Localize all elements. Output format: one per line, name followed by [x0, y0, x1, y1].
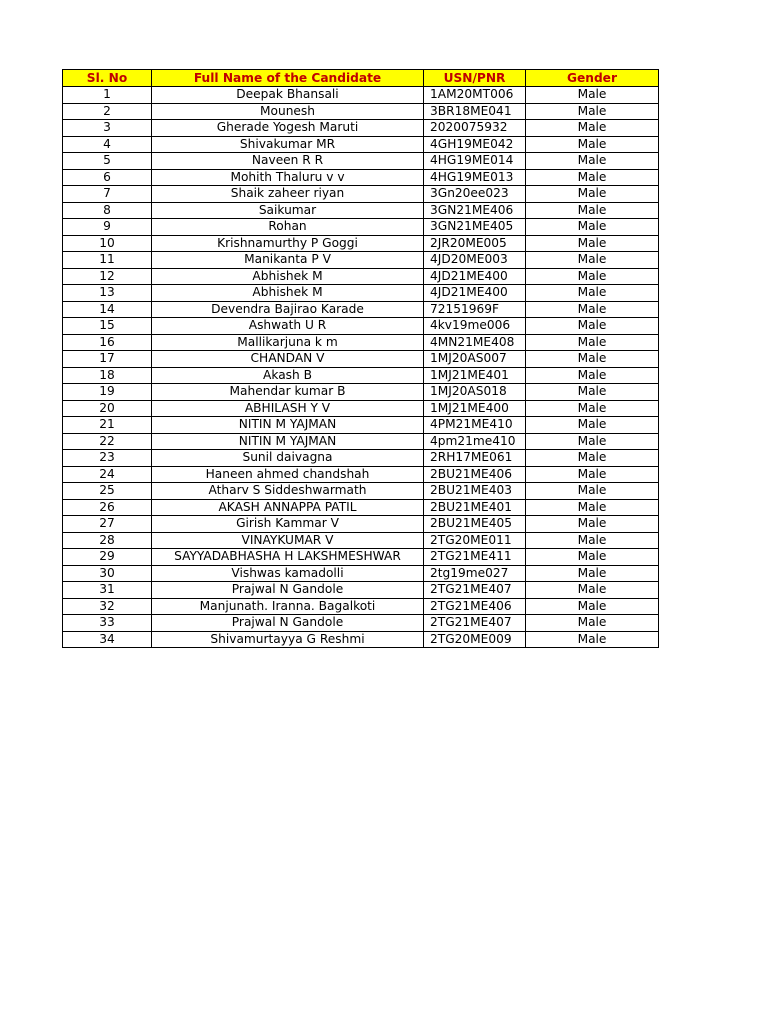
cell-sl-no: 10 — [63, 235, 152, 252]
table-row — [63, 186, 659, 203]
cell-usn-pnr: 3BR18ME041 — [424, 103, 526, 120]
cell-candidate-name: AKASH ANNAPPA PATIL — [152, 499, 424, 516]
table-row — [63, 153, 659, 170]
cell-gender: Male — [526, 499, 659, 516]
cell-usn-pnr: 2BU21ME406 — [424, 466, 526, 483]
table-row — [63, 483, 659, 500]
cell-gender: Male — [526, 450, 659, 467]
cell-sl-no: 7 — [63, 186, 152, 203]
table-row — [63, 202, 659, 219]
cell-usn-pnr: 4HG19ME013 — [424, 169, 526, 186]
cell-candidate-name: Abhishek M — [152, 285, 424, 302]
cell-usn-pnr: 4HG19ME014 — [424, 153, 526, 170]
cell-usn-pnr: 2TG20ME009 — [424, 631, 526, 648]
table-row — [63, 549, 659, 566]
cell-gender: Male — [526, 532, 659, 549]
cell-usn-pnr: 1MJ20AS007 — [424, 351, 526, 368]
table-row — [63, 285, 659, 302]
cell-sl-no: 29 — [63, 549, 152, 566]
cell-usn-pnr: 3GN21ME406 — [424, 202, 526, 219]
cell-usn-pnr: 2TG21ME406 — [424, 598, 526, 615]
cell-usn-pnr: 2RH17ME061 — [424, 450, 526, 467]
cell-candidate-name: Manikanta P V — [152, 252, 424, 269]
cell-gender: Male — [526, 202, 659, 219]
cell-usn-pnr: 2BU21ME401 — [424, 499, 526, 516]
cell-candidate-name: NITIN M YAJMAN — [152, 417, 424, 434]
cell-candidate-name: Shaik zaheer riyan — [152, 186, 424, 203]
table-row — [63, 87, 659, 104]
cell-usn-pnr: 1AM20MT006 — [424, 87, 526, 104]
cell-candidate-name: Krishnamurthy P Goggi — [152, 235, 424, 252]
table-row — [63, 136, 659, 153]
cell-sl-no: 6 — [63, 169, 152, 186]
cell-sl-no: 11 — [63, 252, 152, 269]
cell-candidate-name: Shivamurtayya G Reshmi — [152, 631, 424, 648]
cell-candidate-name: Akash B — [152, 367, 424, 384]
cell-usn-pnr: 2TG21ME407 — [424, 582, 526, 599]
cell-candidate-name: Mallikarjuna k m — [152, 334, 424, 351]
table-row — [63, 219, 659, 236]
cell-sl-no: 22 — [63, 433, 152, 450]
cell-candidate-name: Gherade Yogesh Maruti — [152, 120, 424, 137]
table-row — [63, 318, 659, 335]
cell-usn-pnr: 4JD21ME400 — [424, 268, 526, 285]
cell-gender: Male — [526, 169, 659, 186]
cell-sl-no: 20 — [63, 400, 152, 417]
table-row — [63, 516, 659, 533]
table-row — [63, 582, 659, 599]
header-full-name: Full Name of the Candidate — [152, 70, 424, 87]
cell-usn-pnr: 3GN21ME405 — [424, 219, 526, 236]
cell-candidate-name: ABHILASH Y V — [152, 400, 424, 417]
cell-candidate-name: Abhishek M — [152, 268, 424, 285]
cell-candidate-name: Ashwath U R — [152, 318, 424, 335]
cell-sl-no: 27 — [63, 516, 152, 533]
table-row — [63, 433, 659, 450]
header-usn-pnr: USN/PNR — [424, 70, 526, 87]
cell-sl-no: 13 — [63, 285, 152, 302]
cell-sl-no: 9 — [63, 219, 152, 236]
cell-usn-pnr: 2TG21ME411 — [424, 549, 526, 566]
cell-gender: Male — [526, 598, 659, 615]
table-row — [63, 301, 659, 318]
cell-usn-pnr: 3Gn20ee023 — [424, 186, 526, 203]
cell-sl-no: 28 — [63, 532, 152, 549]
cell-sl-no: 5 — [63, 153, 152, 170]
cell-gender: Male — [526, 384, 659, 401]
cell-candidate-name: Mounesh — [152, 103, 424, 120]
cell-usn-pnr: 4PM21ME410 — [424, 417, 526, 434]
header-gender: Gender — [526, 70, 659, 87]
cell-usn-pnr: 1MJ21ME401 — [424, 367, 526, 384]
cell-candidate-name: Shivakumar MR — [152, 136, 424, 153]
cell-candidate-name: Deepak Bhansali — [152, 87, 424, 104]
cell-sl-no: 16 — [63, 334, 152, 351]
candidate-table — [62, 69, 659, 648]
cell-sl-no: 33 — [63, 615, 152, 632]
table-row — [63, 334, 659, 351]
table-row — [63, 400, 659, 417]
cell-usn-pnr: 1MJ20AS018 — [424, 384, 526, 401]
cell-usn-pnr: 4pm21me410 — [424, 433, 526, 450]
cell-gender: Male — [526, 565, 659, 582]
cell-usn-pnr: 2TG21ME407 — [424, 615, 526, 632]
table-row — [63, 268, 659, 285]
cell-sl-no: 24 — [63, 466, 152, 483]
table-body — [63, 87, 659, 648]
cell-usn-pnr: 2JR20ME005 — [424, 235, 526, 252]
cell-gender: Male — [526, 285, 659, 302]
table-row — [63, 351, 659, 368]
cell-candidate-name: VINAYKUMAR V — [152, 532, 424, 549]
cell-candidate-name: Vishwas kamadolli — [152, 565, 424, 582]
cell-candidate-name: Atharv S Siddeshwarmath — [152, 483, 424, 500]
cell-gender: Male — [526, 433, 659, 450]
cell-gender: Male — [526, 268, 659, 285]
cell-candidate-name: Saikumar — [152, 202, 424, 219]
table-row — [63, 450, 659, 467]
table-row — [63, 103, 659, 120]
cell-gender: Male — [526, 186, 659, 203]
table-row — [63, 417, 659, 434]
cell-sl-no: 3 — [63, 120, 152, 137]
cell-usn-pnr: 2TG20ME011 — [424, 532, 526, 549]
cell-usn-pnr: 2BU21ME403 — [424, 483, 526, 500]
cell-sl-no: 31 — [63, 582, 152, 599]
cell-usn-pnr: 2BU21ME405 — [424, 516, 526, 533]
cell-sl-no: 1 — [63, 87, 152, 104]
table-row — [63, 615, 659, 632]
cell-usn-pnr: 4JD20ME003 — [424, 252, 526, 269]
cell-gender: Male — [526, 367, 659, 384]
cell-usn-pnr: 1MJ21ME400 — [424, 400, 526, 417]
cell-sl-no: 8 — [63, 202, 152, 219]
cell-gender: Male — [526, 615, 659, 632]
cell-gender: Male — [526, 516, 659, 533]
cell-gender: Male — [526, 483, 659, 500]
cell-gender: Male — [526, 103, 659, 120]
cell-gender: Male — [526, 631, 659, 648]
cell-gender: Male — [526, 301, 659, 318]
cell-gender: Male — [526, 252, 659, 269]
cell-gender: Male — [526, 466, 659, 483]
cell-gender: Male — [526, 120, 659, 137]
cell-candidate-name: CHANDAN V — [152, 351, 424, 368]
cell-usn-pnr: 4JD21ME400 — [424, 285, 526, 302]
cell-usn-pnr: 72151969F — [424, 301, 526, 318]
cell-gender: Male — [526, 318, 659, 335]
cell-gender: Male — [526, 334, 659, 351]
cell-sl-no: 15 — [63, 318, 152, 335]
cell-gender: Male — [526, 417, 659, 434]
header-row — [63, 70, 659, 87]
cell-sl-no: 19 — [63, 384, 152, 401]
table-row — [63, 631, 659, 648]
cell-gender: Male — [526, 136, 659, 153]
cell-gender: Male — [526, 153, 659, 170]
cell-sl-no: 26 — [63, 499, 152, 516]
header-sl-no: Sl. No — [63, 70, 152, 87]
cell-gender: Male — [526, 549, 659, 566]
cell-usn-pnr: 2020075932 — [424, 120, 526, 137]
cell-candidate-name: NITIN M YAJMAN — [152, 433, 424, 450]
cell-sl-no: 14 — [63, 301, 152, 318]
cell-gender: Male — [526, 351, 659, 368]
table-row — [63, 169, 659, 186]
cell-sl-no: 30 — [63, 565, 152, 582]
cell-candidate-name: Mohith Thaluru v v — [152, 169, 424, 186]
table-row — [63, 598, 659, 615]
cell-candidate-name: Haneen ahmed chandshah — [152, 466, 424, 483]
cell-sl-no: 32 — [63, 598, 152, 615]
cell-sl-no: 17 — [63, 351, 152, 368]
table-row — [63, 120, 659, 137]
cell-gender: Male — [526, 235, 659, 252]
table-row — [63, 235, 659, 252]
cell-gender: Male — [526, 582, 659, 599]
cell-candidate-name: SAYYADABHASHA H LAKSHMESHWAR — [152, 549, 424, 566]
cell-gender: Male — [526, 87, 659, 104]
cell-candidate-name: Prajwal N Gandole — [152, 615, 424, 632]
cell-sl-no: 34 — [63, 631, 152, 648]
cell-sl-no: 2 — [63, 103, 152, 120]
cell-usn-pnr: 4GH19ME042 — [424, 136, 526, 153]
cell-gender: Male — [526, 219, 659, 236]
cell-sl-no: 23 — [63, 450, 152, 467]
cell-candidate-name: Prajwal N Gandole — [152, 582, 424, 599]
cell-candidate-name: Devendra Bajirao Karade — [152, 301, 424, 318]
table-row — [63, 384, 659, 401]
cell-candidate-name: Manjunath. Iranna. Bagalkoti — [152, 598, 424, 615]
cell-sl-no: 25 — [63, 483, 152, 500]
cell-sl-no: 4 — [63, 136, 152, 153]
cell-sl-no: 21 — [63, 417, 152, 434]
cell-gender: Male — [526, 400, 659, 417]
cell-usn-pnr: 2tg19me027 — [424, 565, 526, 582]
cell-sl-no: 12 — [63, 268, 152, 285]
cell-usn-pnr: 4MN21ME408 — [424, 334, 526, 351]
table-row — [63, 532, 659, 549]
table-row — [63, 252, 659, 269]
cell-candidate-name: Naveen R R — [152, 153, 424, 170]
table-row — [63, 565, 659, 582]
cell-candidate-name: Mahendar kumar B — [152, 384, 424, 401]
cell-usn-pnr: 4kv19me006 — [424, 318, 526, 335]
table-row — [63, 499, 659, 516]
cell-candidate-name: Girish Kammar V — [152, 516, 424, 533]
table-row — [63, 466, 659, 483]
cell-candidate-name: Rohan — [152, 219, 424, 236]
table-row — [63, 367, 659, 384]
cell-sl-no: 18 — [63, 367, 152, 384]
cell-candidate-name: Sunil daivagna — [152, 450, 424, 467]
